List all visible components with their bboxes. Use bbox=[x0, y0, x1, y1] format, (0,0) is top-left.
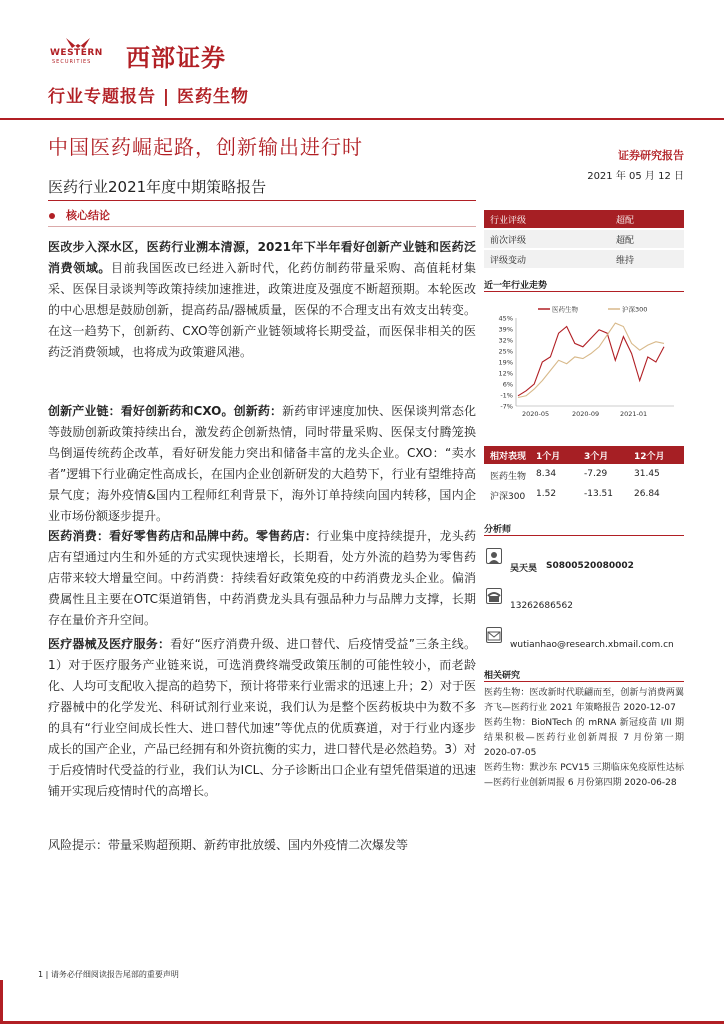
analyst-email[interactable]: wutianhao@research.xbmail.com.cn bbox=[510, 640, 674, 650]
x-tick-label: 2020-05 bbox=[522, 410, 550, 418]
paragraph-lead: 医药消费：看好零售药店和品牌中药。零售药店： bbox=[48, 529, 318, 543]
corner-decoration bbox=[0, 980, 3, 1024]
paragraph-2 bbox=[48, 401, 476, 527]
phone-icon bbox=[486, 588, 502, 604]
page-title: 中国医药崛起路，创新输出进行时 bbox=[48, 135, 363, 159]
y-tick-label: 12% bbox=[498, 369, 513, 378]
y-tick-label: -7% bbox=[500, 402, 513, 411]
table-cell: 1.52 bbox=[536, 489, 557, 499]
y-tick-label: 19% bbox=[498, 358, 513, 367]
table-cell: 31.45 bbox=[634, 469, 660, 479]
y-tick-label: -1% bbox=[500, 391, 513, 400]
table-cell: 沪深300 bbox=[490, 492, 526, 502]
related-item[interactable]: 医药生物：默沙东 PCV15 三期临床免疫原性达标—医药行业创新周报 6 月份第四期 2020-06-28 bbox=[484, 763, 684, 788]
paragraph-body: 目前我国医改已经进入新时代，化药仿制药带量采购、高值耗材集采、医保目录谈判等政策持续加速推进，政策进度及强度不断超预期。本轮医改的中心思想是鼓励创新，提高药品/器械质量，医保的不合理支出有效支出转变。在这一趋势下，创新药、CXO等创新产业链领域将长期受益，而医保非相关的医药泛消费领域，也将成为政策避风港。 bbox=[48, 261, 476, 359]
header-divider bbox=[0, 118, 724, 120]
rating-row bbox=[484, 230, 684, 248]
section-divider bbox=[48, 226, 476, 227]
paragraph-lead: 医改步入深水区，医药行业溯本清源，2021年下半年看好创新产业链和医药泛消费领域。 bbox=[48, 240, 476, 275]
related-heading: 相关研究 bbox=[484, 671, 521, 681]
analyst-id: S0800520080002 bbox=[546, 561, 634, 571]
rating-value: 超配 bbox=[616, 236, 635, 246]
chart-title-divider bbox=[484, 291, 684, 292]
report-label: 证券研究报告 bbox=[618, 149, 684, 162]
column-header: 1个月 bbox=[536, 452, 561, 462]
page-subtitle: 医药行业2021年度中期策略报告 bbox=[48, 178, 267, 196]
rating-key: 行业评级 bbox=[490, 216, 527, 226]
table-cell: 26.84 bbox=[634, 489, 660, 499]
x-tick-label: 2020-09 bbox=[572, 410, 600, 418]
footer-note: 1 | 请务必仔细阅读报告尾部的重要声明 bbox=[38, 970, 179, 979]
analyst-name: 吴天昊 bbox=[510, 564, 538, 574]
table-row bbox=[484, 466, 684, 484]
report-type: 行业专题报告 | 医药生物 bbox=[48, 87, 250, 107]
table-cell: -13.51 bbox=[584, 489, 614, 499]
related-item[interactable]: 医药生物：医改新时代联翩而至，创新与消费两翼齐飞—医药行业 2021 年策略报告 2020-12-07 bbox=[484, 688, 684, 713]
paragraph-lead: 医疗器械及医疗服务： bbox=[48, 637, 171, 651]
table-cell: -7.29 bbox=[584, 469, 608, 479]
series-line bbox=[518, 327, 664, 396]
email-icon bbox=[486, 627, 502, 643]
chart-title: 近一年行业走势 bbox=[484, 281, 548, 291]
title-divider bbox=[48, 200, 476, 201]
table-header bbox=[484, 446, 684, 464]
logo-chinese: 西部证券 bbox=[126, 44, 226, 72]
paragraph-lead: 创新产业链：看好创新药和CXO。创新药： bbox=[48, 404, 283, 418]
analyst-divider bbox=[484, 535, 684, 536]
rating-key: 评级变动 bbox=[490, 256, 527, 266]
person-icon bbox=[486, 548, 502, 564]
rating-key: 前次评级 bbox=[490, 236, 527, 246]
table-row bbox=[484, 486, 684, 504]
risk-note: 风险提示：带量采购超预期、新药审批放缓、国内外疫情二次爆发等 bbox=[48, 838, 409, 852]
logo-english-sub: SECURITIES bbox=[52, 59, 92, 65]
paragraph-4 bbox=[48, 634, 476, 802]
column-header: 相对表现 bbox=[490, 452, 527, 462]
analyst-heading: 分析师 bbox=[484, 525, 512, 535]
legend-label: 医药生物 bbox=[552, 305, 578, 314]
paragraph-body: 看好“医疗消费升级、进口替代、后疫情受益”三条主线。1）对于医疗服务产业链来说，可选消费终端受政策压制的可能性较小，而老龄化、人均可支配收入提高的趋势下，预计将带来行业需求的迅速上升；2）对于医疗器械中的化学发光、科研试剂行业来说，我们认为是整个医药板块中为数不多的具有“行业空间成长性大、进口替代加速”等优点的优质赛道，对于行业内逐步成长的国产企业，产品已经拥有和外资抗衡的实力，进口替代是必然趋势。3）对于后疫情时代受益的行业，我们认为ICL、分子诊断出口企业有望凭借渠道的迅速铺开实现后疫情时代的高增长。 bbox=[48, 637, 476, 798]
trend-chart bbox=[484, 296, 684, 422]
company-logo bbox=[48, 36, 248, 72]
y-tick-label: 45% bbox=[498, 314, 513, 323]
y-tick-label: 25% bbox=[498, 347, 513, 356]
paragraph-1 bbox=[48, 237, 476, 363]
analyst-phone[interactable]: 13262686562 bbox=[510, 601, 573, 611]
section-heading: 核心结论 bbox=[66, 209, 110, 222]
table-cell: 医药生物 bbox=[490, 472, 527, 482]
report-date: 2021 年 05 月 12 日 bbox=[587, 171, 684, 182]
related-divider bbox=[484, 681, 684, 682]
related-list bbox=[484, 686, 684, 791]
rating-value: 超配 bbox=[616, 216, 635, 226]
x-tick-label: 2021-01 bbox=[620, 410, 648, 418]
rating-table bbox=[484, 208, 684, 268]
series-line bbox=[518, 323, 664, 397]
paragraph-body: 新药审评速度加快、医保谈判常态化等鼓励创新政策持续出台，激发药企创新热情，同时带量采购、医保支付腾笼换鸟倒逼传统药企改革，看好研发能力突出和储备丰富的龙头企业。CXO：“卖水者”逻辑下行业确定性高成长，在国内企业创新研发的大趋势下，行业有望维持高景气度；海外疫情&国内工程师红利背景下，海外订单持续向国内转移，国内企业市场份额逐步提升。 bbox=[48, 404, 476, 523]
paragraph-3 bbox=[48, 526, 476, 631]
legend-label: 沪深300 bbox=[622, 305, 648, 314]
table-cell: 8.34 bbox=[536, 469, 557, 479]
column-header: 12个月 bbox=[634, 452, 665, 462]
logo-english: WESTERN bbox=[50, 48, 103, 58]
y-tick-label: 32% bbox=[498, 336, 513, 345]
paragraph-body: 行业集中度持续提升，龙头药店有望通过内生和外延的方式实现快速增长，长期看，处方外流的趋势为零售药店带来较大增量空间。中药消费：持续看好政策免疫的中药消费龙头企业。偏消费属性且主要在OTC渠道销售，中药消费龙头具有强品种力与品牌力支撑，长期存在量价齐升空间。 bbox=[48, 529, 476, 627]
rating-value: 维持 bbox=[616, 256, 635, 266]
y-tick-label: 6% bbox=[502, 380, 513, 389]
column-header: 3个月 bbox=[584, 452, 609, 462]
rating-row bbox=[484, 250, 684, 268]
rating-row bbox=[484, 210, 684, 228]
related-item[interactable]: 医药生物：BioNTech 的 mRNA 新冠疫苗 I/II 期结果积极—医药行业创新周报 7 月份第一期 2020-07-05 bbox=[484, 718, 684, 758]
bullet-icon bbox=[49, 213, 55, 219]
y-tick-label: 39% bbox=[498, 325, 513, 334]
